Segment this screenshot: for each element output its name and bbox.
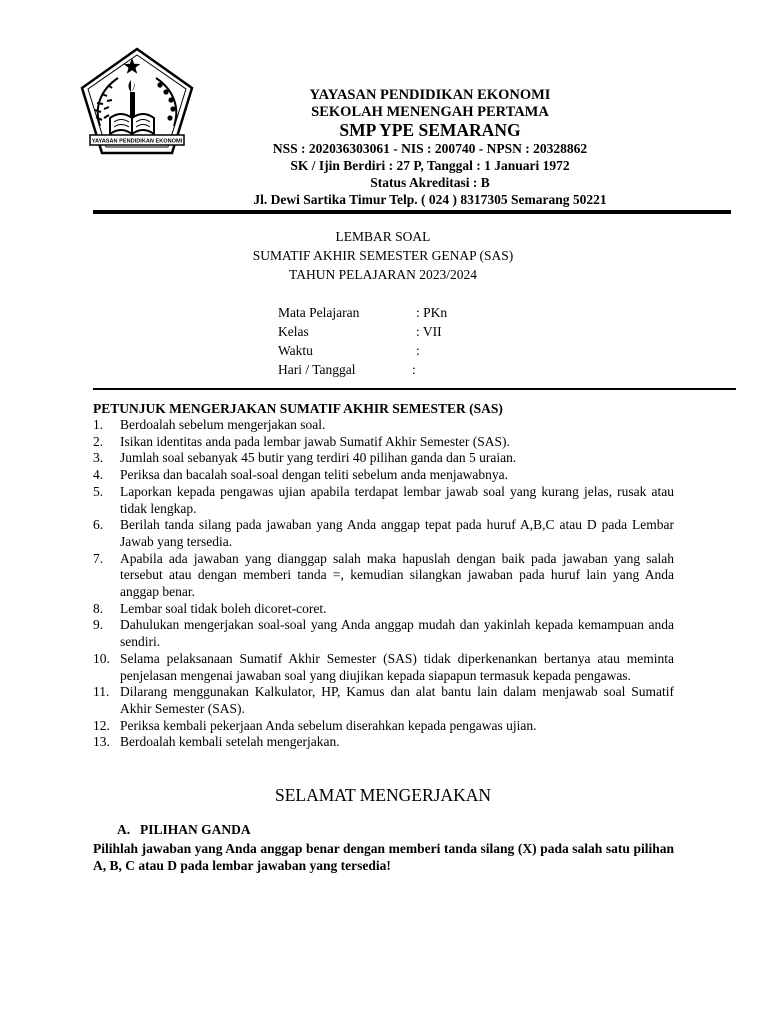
instruction-number: 8. [93,600,104,616]
instruction-number: 10. [93,650,110,666]
instruction-item [93,450,674,467]
instruction-number: 6. [93,517,104,533]
school-level: SEKOLAH MENENGAH PERTAMA [311,104,549,120]
instruction-item [93,484,674,517]
instruction-text: Jumlah soal sebanyak 45 butir yang terdiri 40 pilihan ganda dan 5 uraian. [120,450,517,466]
instruction-item [93,434,674,451]
instruction-number: 11. [93,684,110,700]
info-row-class [278,324,442,339]
section-letter: A. [117,822,131,837]
info-value: : PKn [416,305,448,320]
school-permit: SK / Ijin Berdiri : 27 P, Tanggal : 1 Januari 1972 [290,158,570,173]
info-row-subject [278,305,448,320]
instruction-number: 4. [93,467,104,483]
instruction-item [93,718,674,735]
instruction-item [93,467,674,484]
instruction-text: Periksa kembali pekerjaan Anda sebelum diserahkan kepada pengawas ujian. [120,717,537,733]
instruction-number: 1. [93,417,104,432]
instruction-text: Berdoalah sebelum mengerjakan soal. [120,417,326,432]
exam-title: SUMATIF AKHIR SEMESTER GENAP (SAS) [252,248,514,263]
info-value: : VII [416,324,442,339]
header-divider [93,210,731,214]
instruction-text: Dilarang menggunakan Kalkulator, HP, Kamus dan alat bantu lain dalam menjawab soal Sumatif Akhir Semester (SAS). [120,684,674,716]
instructions-list [93,417,674,751]
foundation-name: YAYASAN PENDIDIKAN EKONOMI [309,87,551,103]
section-name: PILIHAN GANDA [140,822,251,837]
instruction-text: Apabila ada jawaban yang dianggap salah maka hapuslah dengan baik pada jawaban yang salah tersebut atau dengan memberi tanda =, kemudian silangkan jawaban pada huruf lain yang Anda anggap benar. [120,550,674,600]
instruction-item [93,551,674,601]
instruction-item [93,734,674,751]
instruction-item [93,651,674,684]
instruction-number: 9. [93,617,104,633]
instruction-item [93,417,674,434]
document-title: LEMBAR SOAL [335,229,431,244]
instruction-number: 7. [93,550,104,566]
school-ids: NSS : 202036303061 - NIS : 200740 - NPSN : 20328862 [272,141,588,156]
accreditation-status: Status Akreditasi : B [370,175,490,190]
instruction-item [93,684,674,717]
instruction-number: 5. [93,483,104,499]
info-row-time [278,343,420,358]
instruction-text: Laporkan kepada pengawas ujian apabila terdapat lembar jawab soal yang kurang jelas, rusak atau tidak lengkap. [120,483,674,516]
info-label: Hari / Tanggal [278,362,356,377]
info-divider [93,388,736,390]
instructions-title: PETUNJUK MENGERJAKAN SUMATIF AKHIR SEMESTER (SAS) [93,401,503,416]
info-value: : [412,362,416,377]
svg-text:YAYASAN PENDIDIKAN EKONOMI: YAYASAN PENDIDIKAN EKONOMI [91,138,183,145]
info-label: Mata Pelajaran [278,305,360,320]
instruction-item [93,617,674,650]
instruction-item [93,601,674,618]
instruction-text: Selama pelaksanaan Sumatif Akhir Semester (SAS) tidak diperkenankan bertanya atau meminta penjelasan mengenai jawaban soal yang diujikan kepada siapapun termasuk kepada pengawas. [120,650,674,683]
instruction-text: Berdoalah kembali setelah mengerjakan. [120,734,340,750]
school-logo [80,46,195,158]
instruction-text: Lembar soal tidak boleh dicoret-coret. [120,600,327,616]
section-instruction: Pilihlah jawaban yang Anda anggap benar dengan memberi tanda silang (X) pada salah satu pilihan A, B, C atau D pada lembar jawaban yang tersedia! [93,841,674,873]
instruction-text: Dahulukan mengerjakan soal-soal yang Anda anggap mudah dan yakinlah kepada kemampuan anda sendiri. [120,617,674,650]
school-name: SMP YPE SEMARANG [339,120,521,140]
info-value: : [416,343,420,358]
academic-year: TAHUN PELAJARAN 2023/2024 [289,267,477,282]
section-heading [117,823,251,837]
instruction-number: 12. [93,717,110,733]
instruction-text: Periksa dan bacalah soal-soal dengan teliti sebelum anda menjawabnya. [120,467,508,483]
instruction-text: Isikan identitas anda pada lembar jawab Sumatif Akhir Semester (SAS). [120,433,510,449]
instruction-text: Berilah tanda silang pada jawaban yang Anda anggap tepat pada huruf A,B,C atau D pada Lembar Jawab yang tersedia. [120,517,674,549]
info-label: Waktu [278,343,313,358]
closing-text: SELAMAT MENGERJAKAN [274,785,491,805]
instruction-item [93,517,674,550]
school-address: Jl. Dewi Sartika Timur Telp. ( 024 ) 8317305 Semarang 50221 [253,192,607,207]
info-row-date [278,362,416,377]
instruction-number: 13. [93,734,110,750]
instruction-number: 2. [93,433,104,449]
info-label: Kelas [278,324,309,339]
instruction-number: 3. [93,450,104,466]
